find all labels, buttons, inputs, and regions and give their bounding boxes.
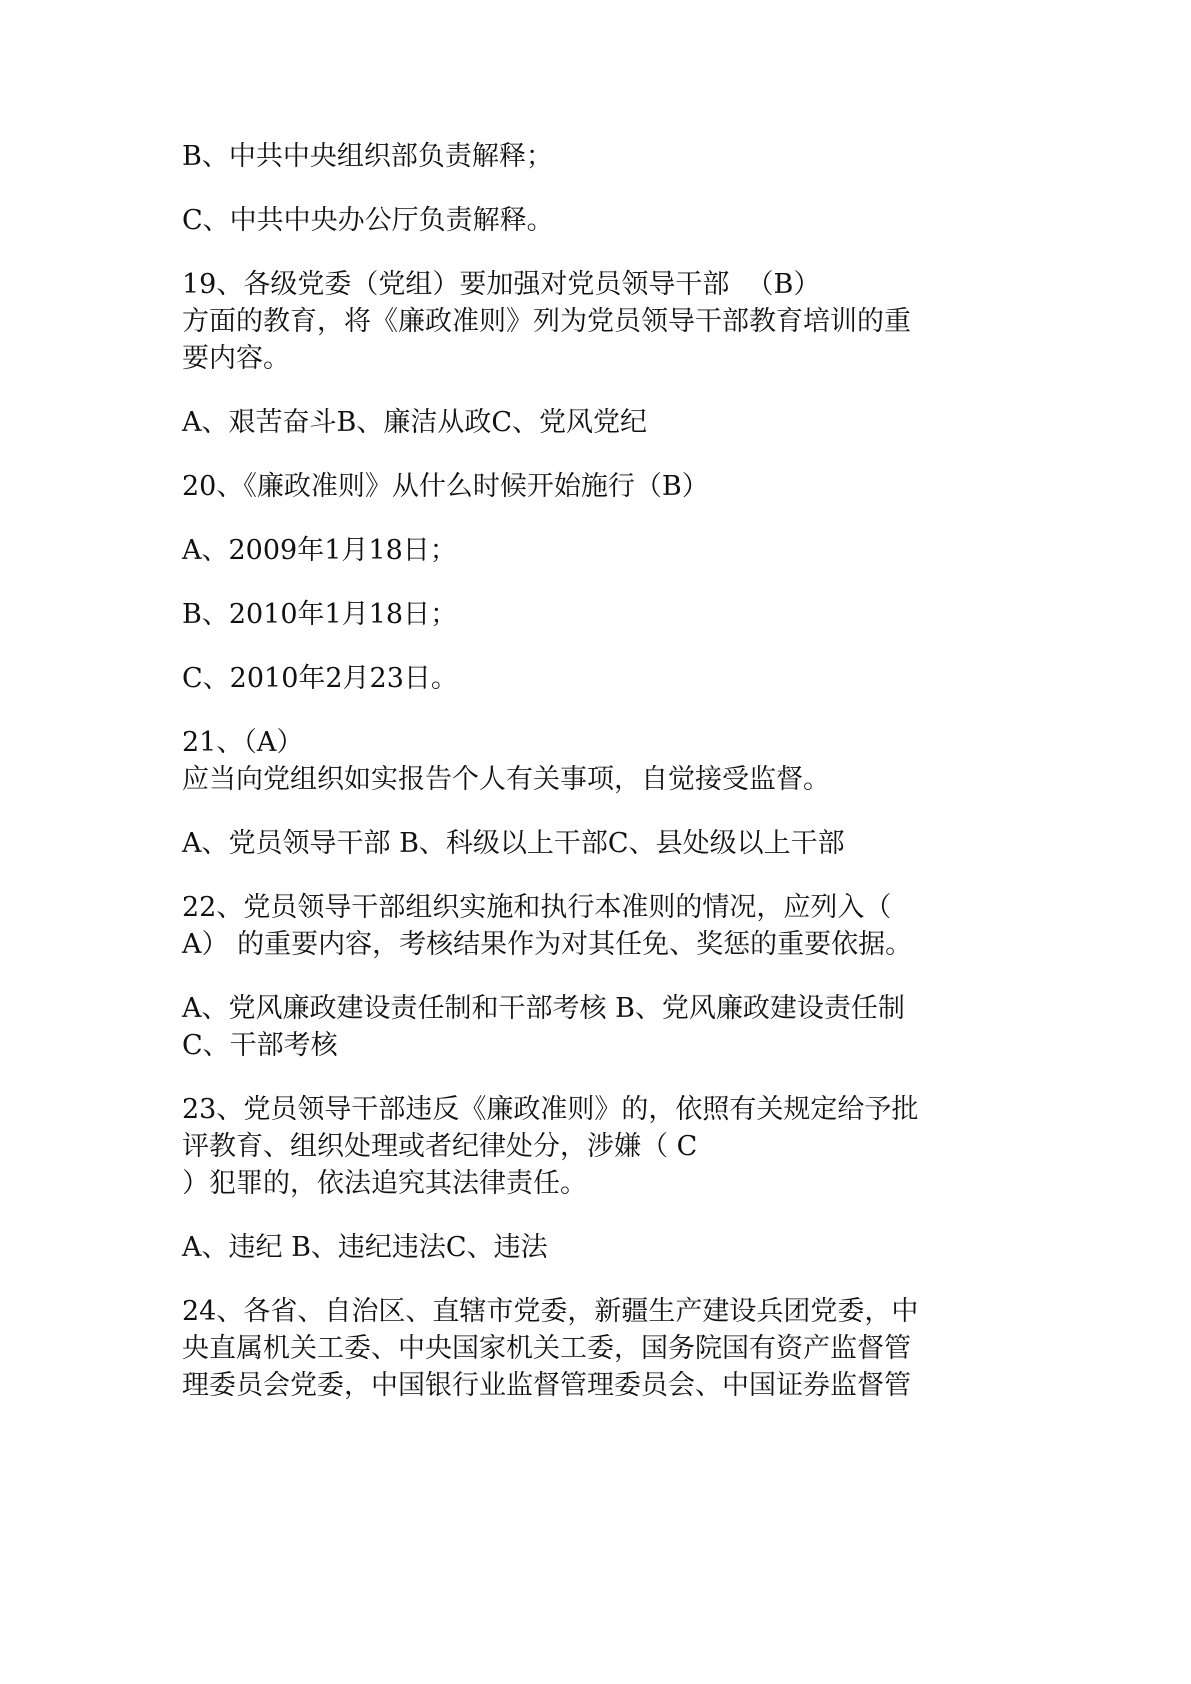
text-line: C、干部考核 <box>182 1030 338 1061</box>
text-line: A、党员领导干部 B、科级以上干部C、县处级以上干部 <box>182 828 845 859</box>
answer-options-q19 <box>182 404 1007 441</box>
question-23 <box>182 1091 1007 1202</box>
document-body <box>182 138 1007 1431</box>
question-19 <box>182 266 1007 377</box>
text-line: A、2009年1月18日； <box>182 535 457 566</box>
question-20 <box>182 468 1007 505</box>
answer-options-q21 <box>182 825 1007 862</box>
text-line: 央直属机关工委、中央国家机关工委，国务院国有资产监督管 <box>182 1333 911 1364</box>
answer-options-q23 <box>182 1229 1007 1266</box>
question-22 <box>182 889 1007 963</box>
text-line: 理委员会党委，中国银行业监督管理委员会、中国证券监督管 <box>182 1370 911 1401</box>
answer-option-a-q20 <box>182 532 1007 569</box>
text-line: 21、（A） <box>182 727 304 758</box>
text-line: A、艰苦奋斗B、廉洁从政C、党风党纪 <box>182 407 647 438</box>
answer-options-q22 <box>182 990 1007 1064</box>
question-21 <box>182 724 1007 798</box>
text-line: A、党风廉政建设责任制和干部考核 B、党风廉政建设责任制 <box>182 993 905 1024</box>
text-line: 20、《廉政准则》从什么时候开始施行（B） <box>182 471 709 502</box>
text-line: C、中共中央办公厅负责解释。 <box>182 205 554 236</box>
answer-option-c-q20 <box>182 660 1007 697</box>
text-line: 评教育、组织处理或者纪律处分，涉嫌（ C <box>182 1131 698 1162</box>
text-line: A、违纪 B、违纪违法C、违法 <box>182 1232 548 1263</box>
text-line: 方面的教育，将《廉政准则》列为党员领导干部教育培训的重 <box>182 306 911 337</box>
text-line: 19、各级党委（党组）要加强对党员领导干部 （B） <box>182 269 821 300</box>
answer-option-b-q20 <box>182 596 1007 633</box>
text-line: ）犯罪的，依法追究其法律责任。 <box>182 1168 587 1199</box>
text-line: B、中共中央组织部负责解释； <box>182 141 553 172</box>
text-line: 24、各省、自治区、直辖市党委，新疆生产建设兵团党委，中 <box>182 1296 919 1327</box>
answer-option-c-q18 <box>182 202 1007 239</box>
text-line: 22、党员领导干部组织实施和执行本准则的情况，应列入（ <box>182 892 892 923</box>
text-line: C、2010年2月23日。 <box>182 663 458 694</box>
text-line: 要内容。 <box>182 343 290 374</box>
text-line: A） 的重要内容，考核结果作为对其任免、奖惩的重要依据。 <box>182 929 913 960</box>
text-line: 23、党员领导干部违反《廉政准则》的，依照有关规定给予批 <box>182 1094 919 1125</box>
text-line: B、2010年1月18日； <box>182 599 458 630</box>
text-line: 应当向党组织如实报告个人有关事项，自觉接受监督。 <box>182 764 830 795</box>
answer-option-b-q18 <box>182 138 1007 175</box>
question-24 <box>182 1293 1007 1404</box>
